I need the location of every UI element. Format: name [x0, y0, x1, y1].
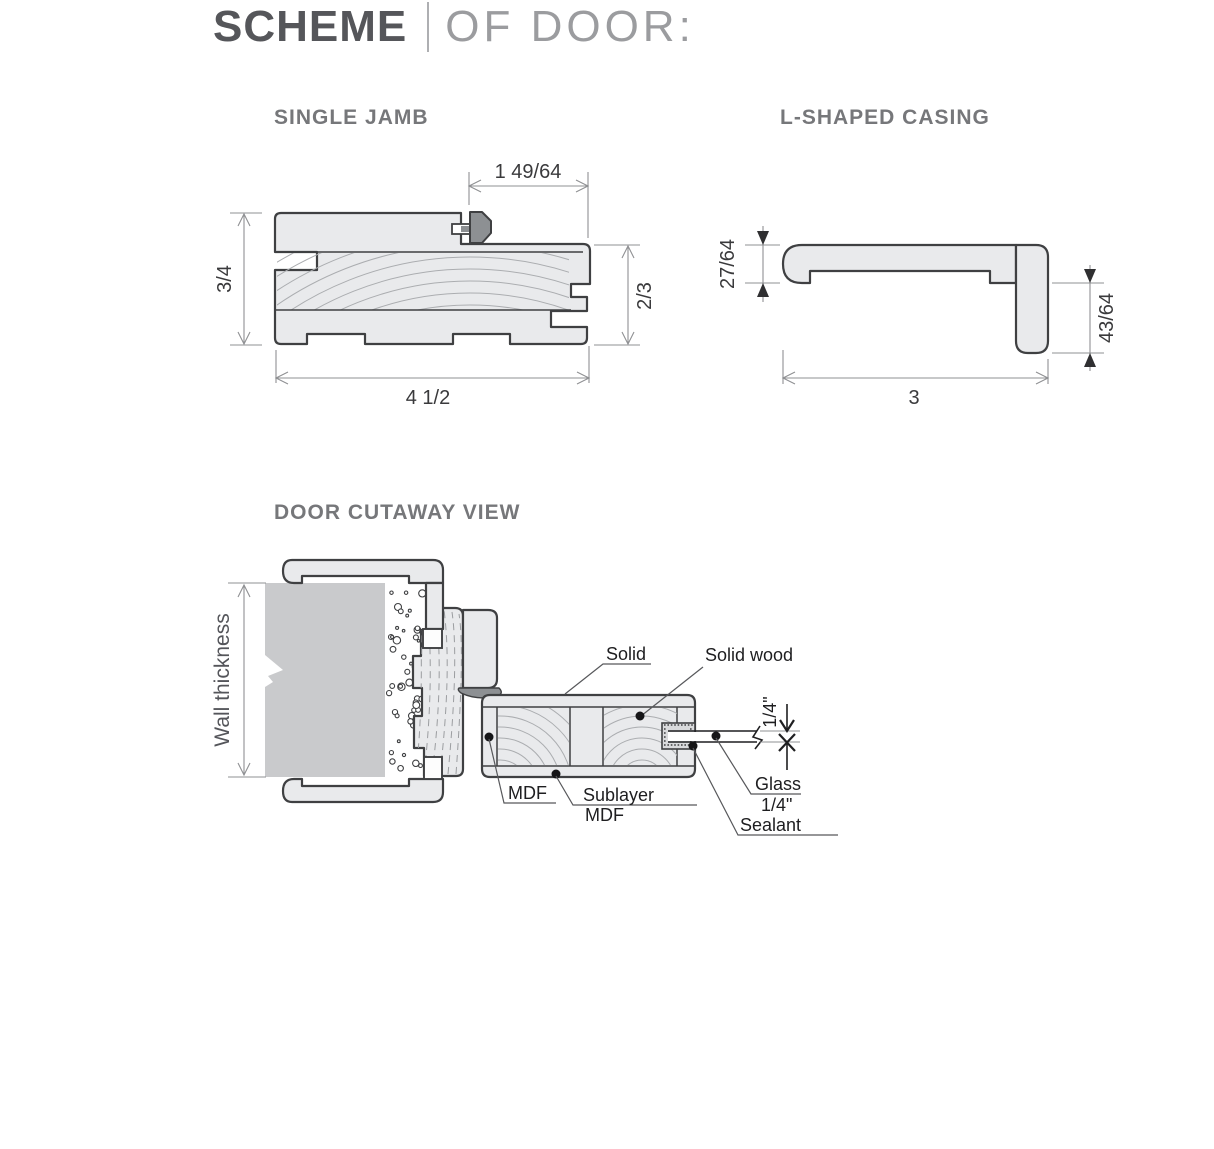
- sealant-label: Sealant: [740, 815, 802, 835]
- dim-bottom-value: 4 1/2: [405, 387, 451, 409]
- sublayer-label-line2: MDF: [585, 805, 624, 825]
- jamb-dimension-left: [214, 213, 262, 345]
- dim-right-value: 2/3: [634, 282, 656, 310]
- casing-vertical-board: [1016, 245, 1048, 353]
- top-casing-leg: [426, 583, 443, 629]
- wall-thickness-dimension: [211, 583, 266, 777]
- solid-wood-dot: [636, 712, 645, 721]
- single-jamb-heading: SINGLE JAMB: [274, 106, 429, 129]
- wall-section: [265, 583, 385, 777]
- glass-dimension: [760, 696, 800, 770]
- casing-dim-right-value: 43/64: [1096, 292, 1118, 344]
- bottom-casing-pocket: [424, 757, 442, 779]
- casing-dimension-right: [1052, 265, 1118, 371]
- glass-dim-value: 1/4": [760, 696, 780, 728]
- cutaway-bottom-casing: [283, 779, 443, 802]
- page-title-secondary: OF DOOR:: [445, 2, 695, 51]
- top-casing-pocket: [423, 629, 442, 648]
- casing-horizontal-board: [783, 245, 1016, 283]
- sublayer-label-line1: Sublayer: [583, 785, 655, 805]
- l-casing-diagram: [717, 226, 1118, 409]
- casing-dim-bottom-value: 3: [908, 387, 920, 409]
- doorstop: [463, 610, 497, 688]
- glass-dot: [712, 732, 721, 741]
- l-shaped-casing-heading: L-SHAPED CASING: [780, 106, 990, 129]
- glass-break-mark: [753, 726, 762, 749]
- cutaway-diagram: [211, 560, 838, 882]
- weatherstrip-seal: [470, 212, 491, 243]
- dim-left-value: 3/4: [214, 265, 236, 293]
- mdf-label: MDF: [508, 783, 547, 803]
- cutaway-top-casing: [283, 560, 443, 583]
- wall-thickness-label: Wall thickness: [211, 613, 234, 747]
- jamb-dimension-bottom: [276, 346, 589, 409]
- jamb-dimension-right: [594, 245, 656, 345]
- glass-label-line1: Glass: [755, 774, 802, 794]
- page-title-primary: SCHEME: [213, 2, 408, 51]
- glass-label-line2: 1/4": [761, 795, 793, 815]
- casing-dimension-left: [717, 226, 780, 302]
- dim-top-value: 1 49/64: [494, 161, 562, 183]
- casing-dim-left-value: 27/64: [717, 238, 739, 290]
- casing-dimension-bottom: [783, 350, 1048, 409]
- solid-label: Solid: [606, 644, 647, 664]
- door-cutaway-heading: DOOR CUTAWAY VIEW: [274, 501, 521, 524]
- solid-wood-label: Solid wood: [705, 645, 794, 665]
